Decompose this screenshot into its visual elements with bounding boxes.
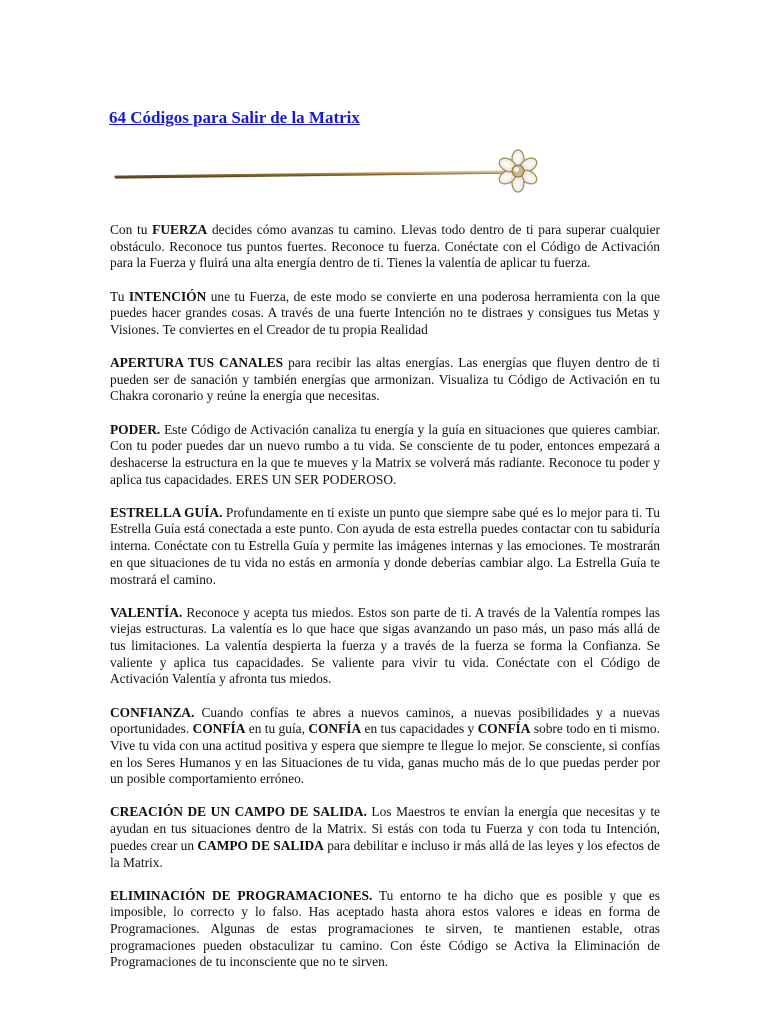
paragraph-apertura	[110, 355, 660, 405]
bold-keyword: FUERZA	[152, 222, 208, 237]
text-run: une tu Fuerza, de este modo se convierte en una poderosa herramienta con la que puedes hacer grandes cosas. A través de una fuerte Intención no te distraes y consigues tus Metas y Visiones. Te conviertes en el Creador de tu propia Realidad	[110, 288, 660, 337]
text-run: Con tu	[110, 222, 153, 237]
document-title-link[interactable]: 64 Códigos para Salir de la Matrix	[109, 108, 360, 127]
bold-keyword: INTENCIÓN	[128, 288, 207, 304]
document-body	[110, 222, 660, 988]
text-run: en tu guía,	[245, 721, 309, 737]
bold-keyword: ELIMINACIÓN DE PROGRAMACIONES.	[110, 887, 373, 903]
text-run: Cuando confías te abres a nuevos caminos, a nuevas posibilidades y a nuevas oportunidades.	[110, 704, 660, 737]
text-run: Profundamente en ti existe un punto que siempre sabe qué es lo mejor para ti. Tu Estrella Guía está conectada a este punto. Con ayuda de esta estrella puedes contactar con tu sabiduría interna. Conéctate con tu Estrella Guía y permite las imágenes internas y las emociones. Te mostrarán en que situaciones de tu vida no estás en armonía y donde deberías cambiar algo. La Estrella Guía te mostrará el camino.	[110, 504, 660, 587]
bold-keyword: VALENTÍA.	[110, 604, 183, 620]
bold-keyword: APERTURA TUS CANALES	[110, 355, 284, 370]
text-run: sobre todo en ti mismo. Vive tu vida con una actitud positiva y espera que siempre te llegue lo mejor. Se consciente, si confías en los Seres Humanos y en las Situaciones de tu vida, ganas mucho más de lo que puedas perder por un posible comportamiento erróneo.	[110, 721, 660, 787]
text-run: Este Código de Activación canaliza tu energía y la guía en situaciones que quieres cambiar. Con tu poder puedes dar un nuevo rumbo a tu vida. Se consciente de tu poder, entonces empezará a deshacerse la estructura en la que te mueves y la Matrix se volverá más radiante. Reconoce tu poder y aplica tus capacidades. ERES UN SER PODEROSO.	[110, 421, 660, 487]
text-run: en tus capacidades y	[361, 721, 478, 737]
flower-pin-divider-icon	[112, 142, 552, 202]
paragraph-confianza	[110, 705, 660, 789]
text-run: para debilitar e incluso ir más allá de las leyes y los efectos de la Matrix.	[110, 837, 660, 870]
paragraph-eliminacion	[110, 888, 660, 972]
paragraph-estrella-guia	[110, 505, 660, 589]
text-run: Reconoce y acepta tus miedos. Estos son parte de ti. A través de la Valentía rompes las viejas estructuras. La valentía es lo que hace que sigas avanzando un paso más, un paso más allá de tus limitaciones. La valentía despierta la fuerza y a través de la fuerza se forma la Confianza. Se valiente y aplica tus capacidades. Se valiente para vivir tu vida. Conéctate con el Código de Activación Valentía y afronta tus miedos.	[110, 604, 660, 687]
paragraph-campo-salida	[110, 804, 660, 871]
bold-keyword: PODER.	[110, 421, 161, 437]
bold-keyword: CONFIANZA.	[110, 704, 195, 720]
bold-keyword: CONFÍA	[477, 721, 531, 737]
text-run: para recibir las altas energías. Las energías que fluyen dentro de ti pueden ser de sanación y también energías que armonizan. Visualiza tu Código de Activación en tu Chakra coronario y reúne la energía que necesitas.	[110, 355, 660, 404]
text-run: Tu	[110, 288, 129, 304]
bold-keyword: CAMPO DE SALIDA	[197, 837, 324, 853]
text-run: Los Maestros te envían la energía que necesitas y te ayudan en tus situaciones dentro de la Matrix. Si estás con toda tu Fuerza y con toda tu Intención, puedes crear un	[110, 804, 660, 853]
text-run: decides cómo avanzas tu camino. Llevas todo dentro de ti para superar cualquier obstáculo. Reconoce tus puntos fuertes. Reconoce tu fuerza. Conéctate con el Código de Activación para la Fuerza y fluirá una alta energía dentro de ti. Tienes la valentía de aplicar tu fuerza.	[110, 222, 660, 271]
paragraph-fuerza	[110, 222, 660, 272]
paragraph-intencion	[110, 289, 660, 339]
paragraph-poder	[110, 422, 660, 489]
text-run: Tu entorno te ha dicho que es posible y que es imposible, lo correcto y lo falso. Has aceptado hasta ahora estos valores e ideas en forma de Programaciones. Algunas de estas programaciones te sirven, te mantienen estable, otras programaciones pueden obstaculizar tu camino. Con éste Código se Activa la Eliminación de Programaciones de tu inconsciente que no te sirven.	[110, 887, 661, 970]
paragraph-valentia	[110, 605, 660, 689]
bold-keyword: CONFÍA	[308, 721, 362, 737]
bold-keyword: CONFÍA	[192, 721, 246, 737]
bold-keyword: CREACIÓN DE UN CAMPO DE SALIDA.	[110, 804, 367, 820]
bold-keyword: ESTRELLA GUÍA.	[110, 504, 223, 520]
